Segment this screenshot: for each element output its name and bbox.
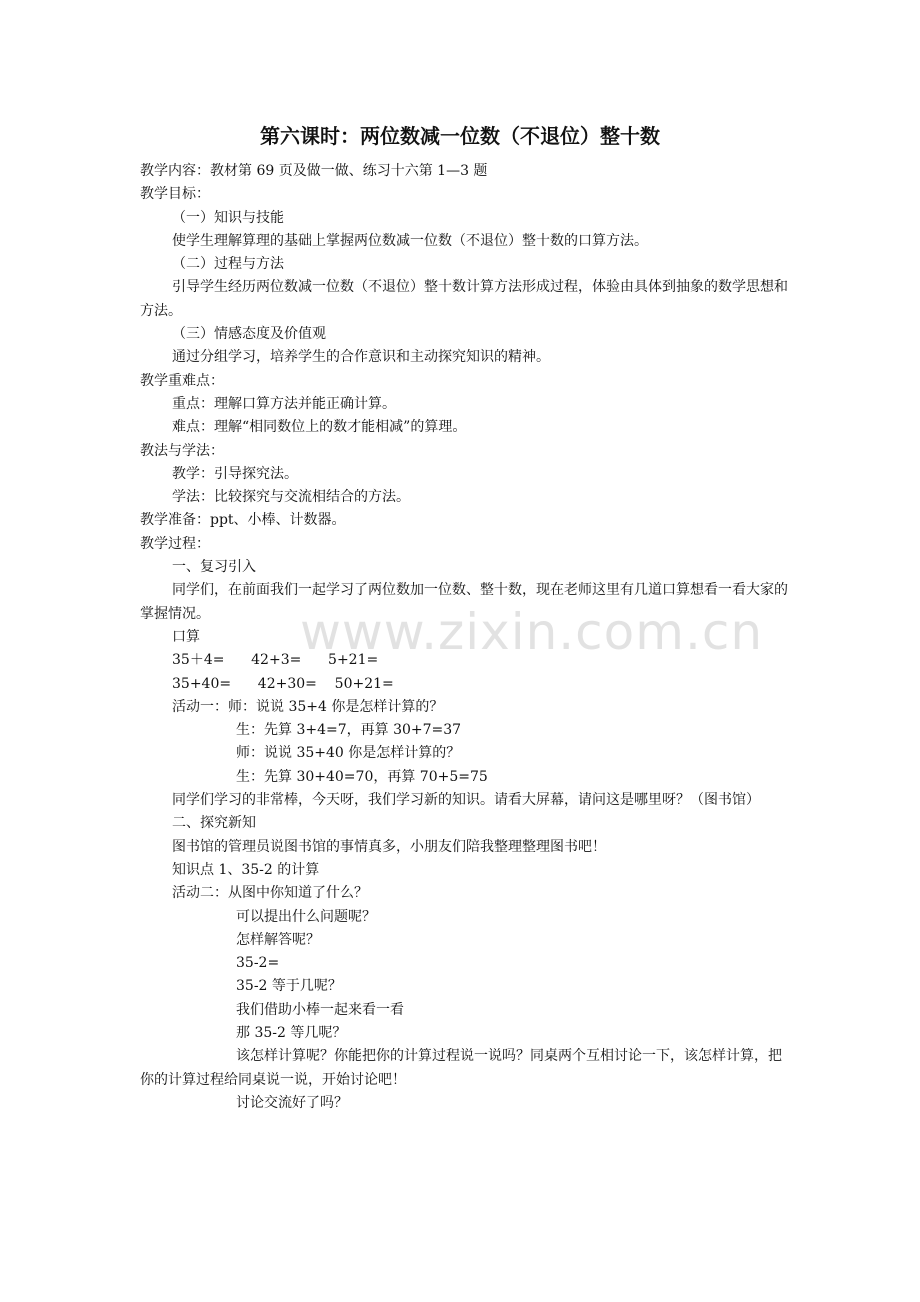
activity-2-q4: 35-2 等于几呢？: [236, 978, 342, 995]
knowledge-point-1: 知识点 1、35-2 的计算: [172, 861, 320, 878]
lesson-body: [140, 160, 790, 1115]
goal-3-text: 通过分组学习，培养学生的合作意识和主动探究知识的精神。: [172, 349, 550, 366]
process-heading: 教学过程：: [140, 535, 210, 552]
teaching-content: 教学内容：教材第 69 页及做一做、练习十六第 1—3 题: [140, 163, 488, 179]
key-point: 重点：理解口算方法并能正确计算。: [172, 395, 396, 412]
activity-2-q6: 讨论交流好了吗？: [236, 1094, 348, 1111]
difficult-point: 难点：理解“相同数位上的数才能相减”的算理。: [172, 419, 467, 436]
activity-2-q3: 怎样解答呢？: [236, 931, 320, 948]
oral-calc-label: 口算: [172, 628, 200, 645]
goal-1-heading: （一）知识与技能: [172, 209, 284, 226]
activity-2-q5: 那 35-2 等几呢？: [236, 1024, 347, 1041]
goal-2-text: 引导学生经历两位数减一位数（不退位）整十数计算方法形成过程，体验由具体到抽象的数学思想和方法。: [140, 279, 788, 319]
activity-2-q2: 可以提出什么问题呢？: [236, 908, 376, 925]
learning-method: 学法：比较探究与交流相结合的方法。: [172, 489, 410, 506]
goal-1-text: 使学生理解算理的基础上掌握两位数减一位数（不退位）整十数的口算方法。: [172, 232, 648, 249]
activity-2-q1: 活动二：从图中你知道了什么？: [172, 885, 368, 902]
library-intro: 图书馆的管理员说图书馆的事情真多，小朋友们陪我整理整理图书吧！: [172, 838, 606, 855]
teaching-method: 教学：引导探究法。: [172, 465, 298, 482]
section-1-heading: 一、复习引入: [172, 559, 256, 576]
methods-heading: 教法与学法：: [140, 442, 224, 459]
watermark-text: www.zixin.com.cn: [300, 603, 764, 661]
activity-2-sticks: 我们借助小棒一起来看一看: [236, 1001, 404, 1018]
activity-2-expression: 35-2=: [236, 955, 280, 972]
activity-1-teacher-q2: 师：说说 35+40 你是怎样计算的？: [236, 745, 461, 762]
activity-1-student-a2: 生：先算 30+40=70，再算 70+5=75: [236, 768, 488, 785]
oral-calc-row-2: 35+40= 42+30= 50+21=: [172, 675, 394, 692]
goal-3-heading: （三）情感态度及价值观: [172, 326, 326, 343]
preparation: 教学准备：ppt、小棒、计数器。: [140, 512, 346, 529]
oral-calc-row-1: 35＋4= 42+3= 5+21=: [172, 652, 379, 669]
activity-1-student-a1: 生：先算 3+4=7，再算 30+7=37: [236, 722, 462, 739]
transition-text: 同学们学习的非常棒，今天呀，我们学习新的知识。请看大屏幕，请问这是哪里呀？（图书馆）: [172, 792, 760, 809]
lesson-title: 第六课时：两位数减一位数（不退位）整十数: [260, 124, 660, 148]
activity-1-teacher-q1: 活动一：师：说说 35+4 你是怎样计算的？: [172, 698, 444, 715]
teaching-goals-heading: 教学目标：: [140, 186, 210, 203]
goal-2-heading: （二）过程与方法: [172, 256, 284, 273]
section-2-heading: 二、探究新知: [172, 815, 256, 832]
key-difficult-heading: 教学重难点：: [140, 372, 224, 389]
review-intro: 同学们，在前面我们一起学习了两位数加一位数、整十数，现在老师这里有几道口算想看一看大家的掌握情况。: [140, 582, 788, 622]
activity-2-discussion: 该怎样计算呢？你能把你的计算过程说一说吗？同桌两个互相讨论一下，该怎样计算，把你的计算过程给同桌说一说，开始讨论吧！: [140, 1048, 782, 1088]
